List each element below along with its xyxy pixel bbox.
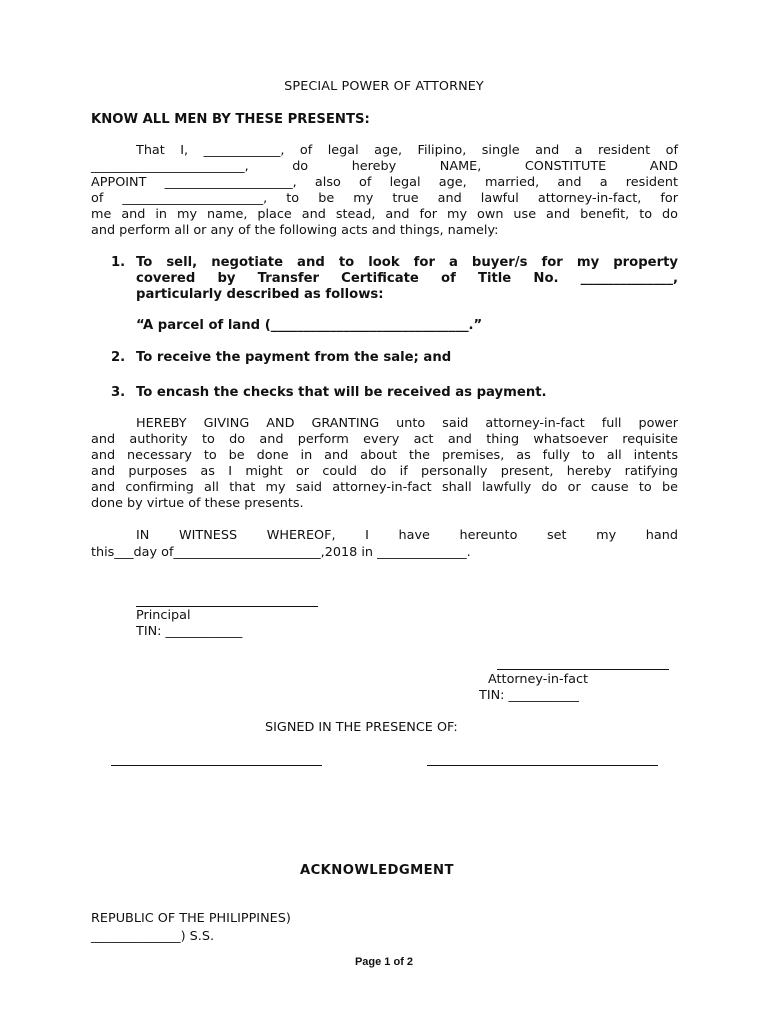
attorney-signature-line — [497, 669, 669, 670]
principal-signature-line — [136, 606, 318, 607]
attorney-label: Attorney-in-fact — [488, 672, 589, 687]
paragraph-line: HEREBY GIVING AND GRANTING unto said attorney-in-fact full power — [136, 416, 678, 431]
witness-signature-line — [427, 765, 658, 766]
intro-heading: KNOW ALL MEN BY THESE PRESENTS: — [91, 112, 370, 127]
attorney-tin: TIN: ___________ — [479, 688, 579, 703]
paragraph-line: and confirming all that my said attorney-in-fact shall lawfully do or cause to be — [91, 480, 678, 495]
paragraph-line: and perform all or any of the following acts and things, namely: — [91, 223, 499, 238]
paragraph-line: APPOINT ____________________, also of legal age, married, and a resident — [91, 175, 678, 190]
acknowledgment-heading: ACKNOWLEDGMENT — [300, 863, 454, 878]
principal-tin: TIN: ____________ — [136, 624, 243, 639]
list-item-line: particularly described as follows: — [136, 287, 384, 302]
republic-line: REPUBLIC OF THE PHILIPPINES) — [91, 911, 291, 926]
paragraph-line: and purposes as I might or could do if personally present, hereby ratifying — [91, 464, 678, 479]
parcel-description: “A parcel of land (______________________________.” — [136, 318, 483, 333]
paragraph-line: me and in my name, place and stead, and for my own use and benefit, to do — [91, 207, 678, 222]
signed-presence-heading: SIGNED IN THE PRESENCE OF: — [265, 720, 458, 735]
document-title: SPECIAL POWER OF ATTORNEY — [284, 79, 484, 94]
paragraph-line: done by virtue of these presents. — [91, 496, 304, 511]
paragraph-line: of ______________________, to be my true and lawful attorney-in-fact, for — [91, 191, 678, 206]
witness-signature-line — [111, 765, 322, 766]
paragraph-line: ________________________, do hereby NAME, CONSTITUTE AND — [91, 159, 678, 174]
paragraph-line: That I, ____________, of legal age, Filipino, single and a resident of — [136, 143, 678, 158]
list-number: 3. — [111, 385, 126, 400]
page-number: Page 1 of 2 — [354, 956, 414, 968]
list-item-line: To receive the payment from the sale; and — [136, 350, 452, 365]
ss-line: ______________) S.S. — [91, 929, 215, 944]
list-number: 2. — [111, 350, 126, 365]
principal-label: Principal — [136, 608, 191, 623]
list-item-line: covered by Transfer Certificate of Title No. ______________, — [136, 271, 678, 286]
paragraph-line: this___day of_______________________,2018 in ______________. — [91, 545, 471, 560]
list-item-line: To sell, negotiate and to look for a buyer/s for my property — [136, 255, 678, 270]
list-item-line: To encash the checks that will be received as payment. — [136, 385, 547, 400]
paragraph-line: and necessary to be done in and about the premises, as fully to all intents — [91, 448, 678, 463]
paragraph-line: IN WITNESS WHEREOF, I have hereunto set my hand — [136, 528, 678, 543]
list-number: 1. — [111, 255, 126, 270]
paragraph-line: and authority to do and perform every act and thing whatsoever requisite — [91, 432, 678, 447]
